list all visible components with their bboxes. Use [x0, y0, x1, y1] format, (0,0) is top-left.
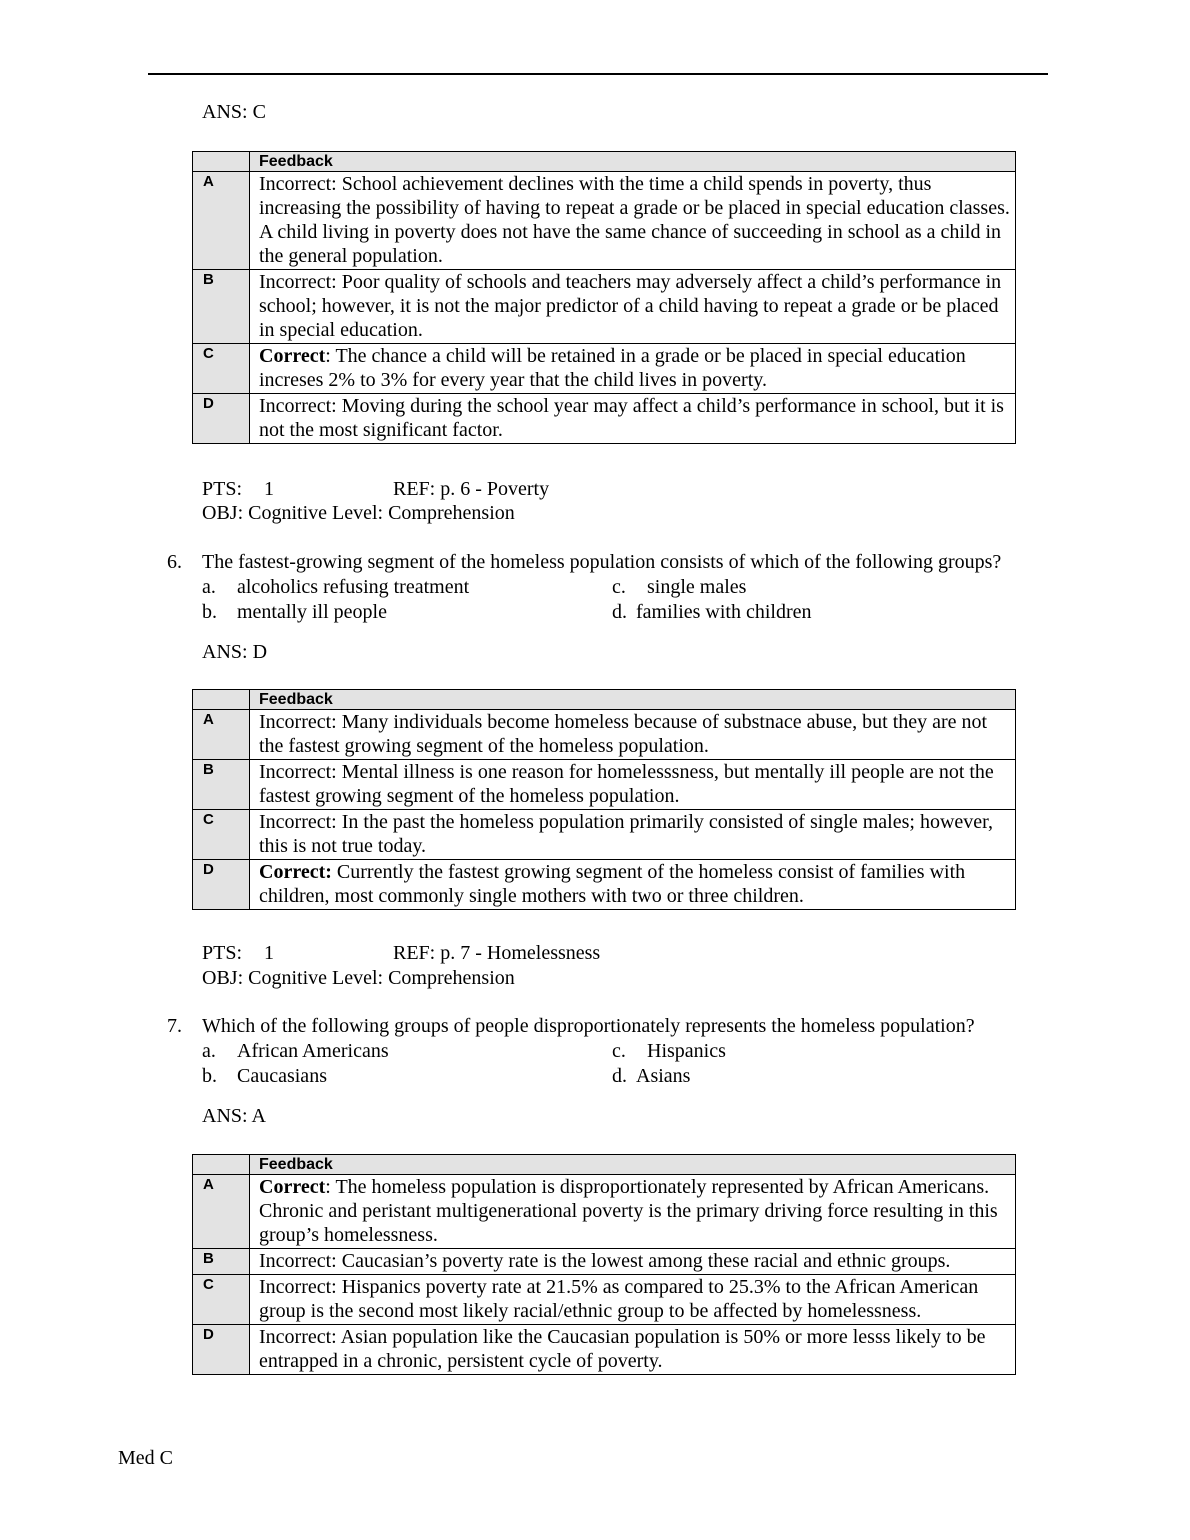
q6-question: The fastest-growing segment of the homeless population consists of which of the following groups?	[202, 551, 1002, 573]
q7-feedback-row-c	[193, 1275, 1016, 1325]
q7-feedback-header: Feedback	[250, 1155, 1016, 1175]
q5-feedback-text: Incorrect: Moving during the school year may affect a child’s performance in school, but it is not the most significant factor.	[250, 394, 1016, 444]
page-footer: Med C	[118, 1447, 173, 1469]
q6-option-c: c. single males	[612, 576, 747, 598]
q5-feedback-corner	[193, 152, 250, 172]
header-rule	[148, 73, 1048, 75]
q6-points-label: PTS:	[202, 942, 243, 964]
q7-feedback-row-b	[193, 1249, 1016, 1275]
q5-feedback-letter: A	[193, 172, 250, 270]
q6-number: 6.	[167, 551, 182, 573]
q6-feedback-corner	[193, 690, 250, 710]
q6-answer: ANS: D	[202, 641, 268, 663]
q7-option-a: a. African Americans	[202, 1040, 389, 1062]
q6-feedback-letter: D	[193, 860, 250, 910]
q7-feedback-row-a	[193, 1175, 1016, 1249]
q6-feedback-letter: B	[193, 760, 250, 810]
q7-question: Which of the following groups of people disproportionately represents the homeless population?	[202, 1015, 975, 1037]
q7-feedback-text: Incorrect: Asian population like the Caucasian population is 50% or more lesss likely to be entrapped in a chronic, persistent cycle of poverty.	[250, 1325, 1016, 1375]
q6-feedback-text: Correct: Currently the fastest growing segment of the homeless consist of families with children, most commonly single mothers with two or three children.	[250, 860, 1016, 910]
q6-feedback-header: Feedback	[250, 690, 1016, 710]
q5-feedback-row-a	[193, 172, 1016, 270]
q7-feedback-text: Incorrect: Caucasian’s poverty rate is the lowest among these racial and ethnic groups.	[250, 1249, 1016, 1275]
q6-feedback-text: Incorrect: Many individuals become homeless because of substnace abuse, but they are not the fastest growing segment of the homeless population.	[250, 710, 1016, 760]
q5-feedback-letter: D	[193, 394, 250, 444]
q7-option-b: b. Caucasians	[202, 1065, 327, 1087]
q7-feedback-row-d	[193, 1325, 1016, 1375]
q5-points-label: PTS:	[202, 478, 243, 500]
q6-feedback-letter: A	[193, 710, 250, 760]
q6-feedback-letter: C	[193, 810, 250, 860]
q5-feedback-row-c	[193, 344, 1016, 394]
q6-option-d: d. families with children	[612, 601, 812, 623]
q7-feedback-text: Correct: The homeless population is disproportionately represented by African Americans. Chronic and peristant multigenerational poverty is the primary driving force resulting in this group’s homelessness.	[250, 1175, 1016, 1249]
q6-feedback-row-a	[193, 710, 1016, 760]
q5-feedback-letter: B	[193, 270, 250, 344]
q7-feedback-table	[192, 1154, 1016, 1375]
q6-feedback-row-b	[193, 760, 1016, 810]
q7-feedback-letter: A	[193, 1175, 250, 1249]
q6-option-a: a. alcoholics refusing treatment	[202, 576, 470, 598]
q7-feedback-corner	[193, 1155, 250, 1175]
q5-feedback-letter: C	[193, 344, 250, 394]
q5-feedback-row-b	[193, 270, 1016, 344]
q6-feedback-row-d	[193, 860, 1016, 910]
q7-option-c: c. Hispanics	[612, 1040, 726, 1062]
q7-feedback-letter: B	[193, 1249, 250, 1275]
q6-reference: REF: p. 7 - Homelessness	[393, 942, 601, 964]
q5-feedback-text: Correct: The chance a child will be retained in a grade or be placed in special education increses 2% to 3% for every year that the child lives in poverty.	[250, 344, 1016, 394]
q6-points-value: 1	[264, 942, 274, 964]
q5-objective: OBJ: Cognitive Level: Comprehension	[202, 502, 515, 524]
q5-feedback-text: Incorrect: School achievement declines with the time a child spends in poverty, thus increasing the possibility of having to repeat a grade or be placed in special education classes. A child living in poverty does not have the same chance of succeeding in school as a child in the general population.	[250, 172, 1016, 270]
q6-objective: OBJ: Cognitive Level: Comprehension	[202, 967, 515, 989]
q6-feedback-row-c	[193, 810, 1016, 860]
q5-feedback-text: Incorrect: Poor quality of schools and teachers may adversely affect a child’s performance in school; however, it is not the major predictor of a child having to repeat a grade or be placed in special education.	[250, 270, 1016, 344]
q5-reference: REF: p. 6 - Poverty	[393, 478, 550, 500]
q7-answer: ANS: A	[202, 1105, 266, 1127]
q7-feedback-text: Incorrect: Hispanics poverty rate at 21.5% as compared to 25.3% to the African American group is the second most likely racial/ethnic group to be affected by homelessness.	[250, 1275, 1016, 1325]
q6-feedback-text: Incorrect: Mental illness is one reason for homelesssness, but mentally ill people are not the fastest growing segment of the homeless population.	[250, 760, 1016, 810]
q6-option-b: b. mentally ill people	[202, 601, 387, 623]
q5-feedback-header: Feedback	[250, 152, 1016, 172]
q5-feedback-row-d	[193, 394, 1016, 444]
q7-option-d: d. Asians	[612, 1065, 691, 1087]
q7-feedback-letter: D	[193, 1325, 250, 1375]
q7-feedback-letter: C	[193, 1275, 250, 1325]
q6-feedback-table	[192, 689, 1016, 910]
q5-points-value: 1	[264, 478, 274, 500]
q5-answer: ANS: C	[202, 101, 266, 123]
q7-number: 7.	[167, 1015, 182, 1037]
q6-feedback-text: Incorrect: In the past the homeless population primarily consisted of single males; however, this is not true today.	[250, 810, 1016, 860]
q5-feedback-table	[192, 151, 1016, 444]
